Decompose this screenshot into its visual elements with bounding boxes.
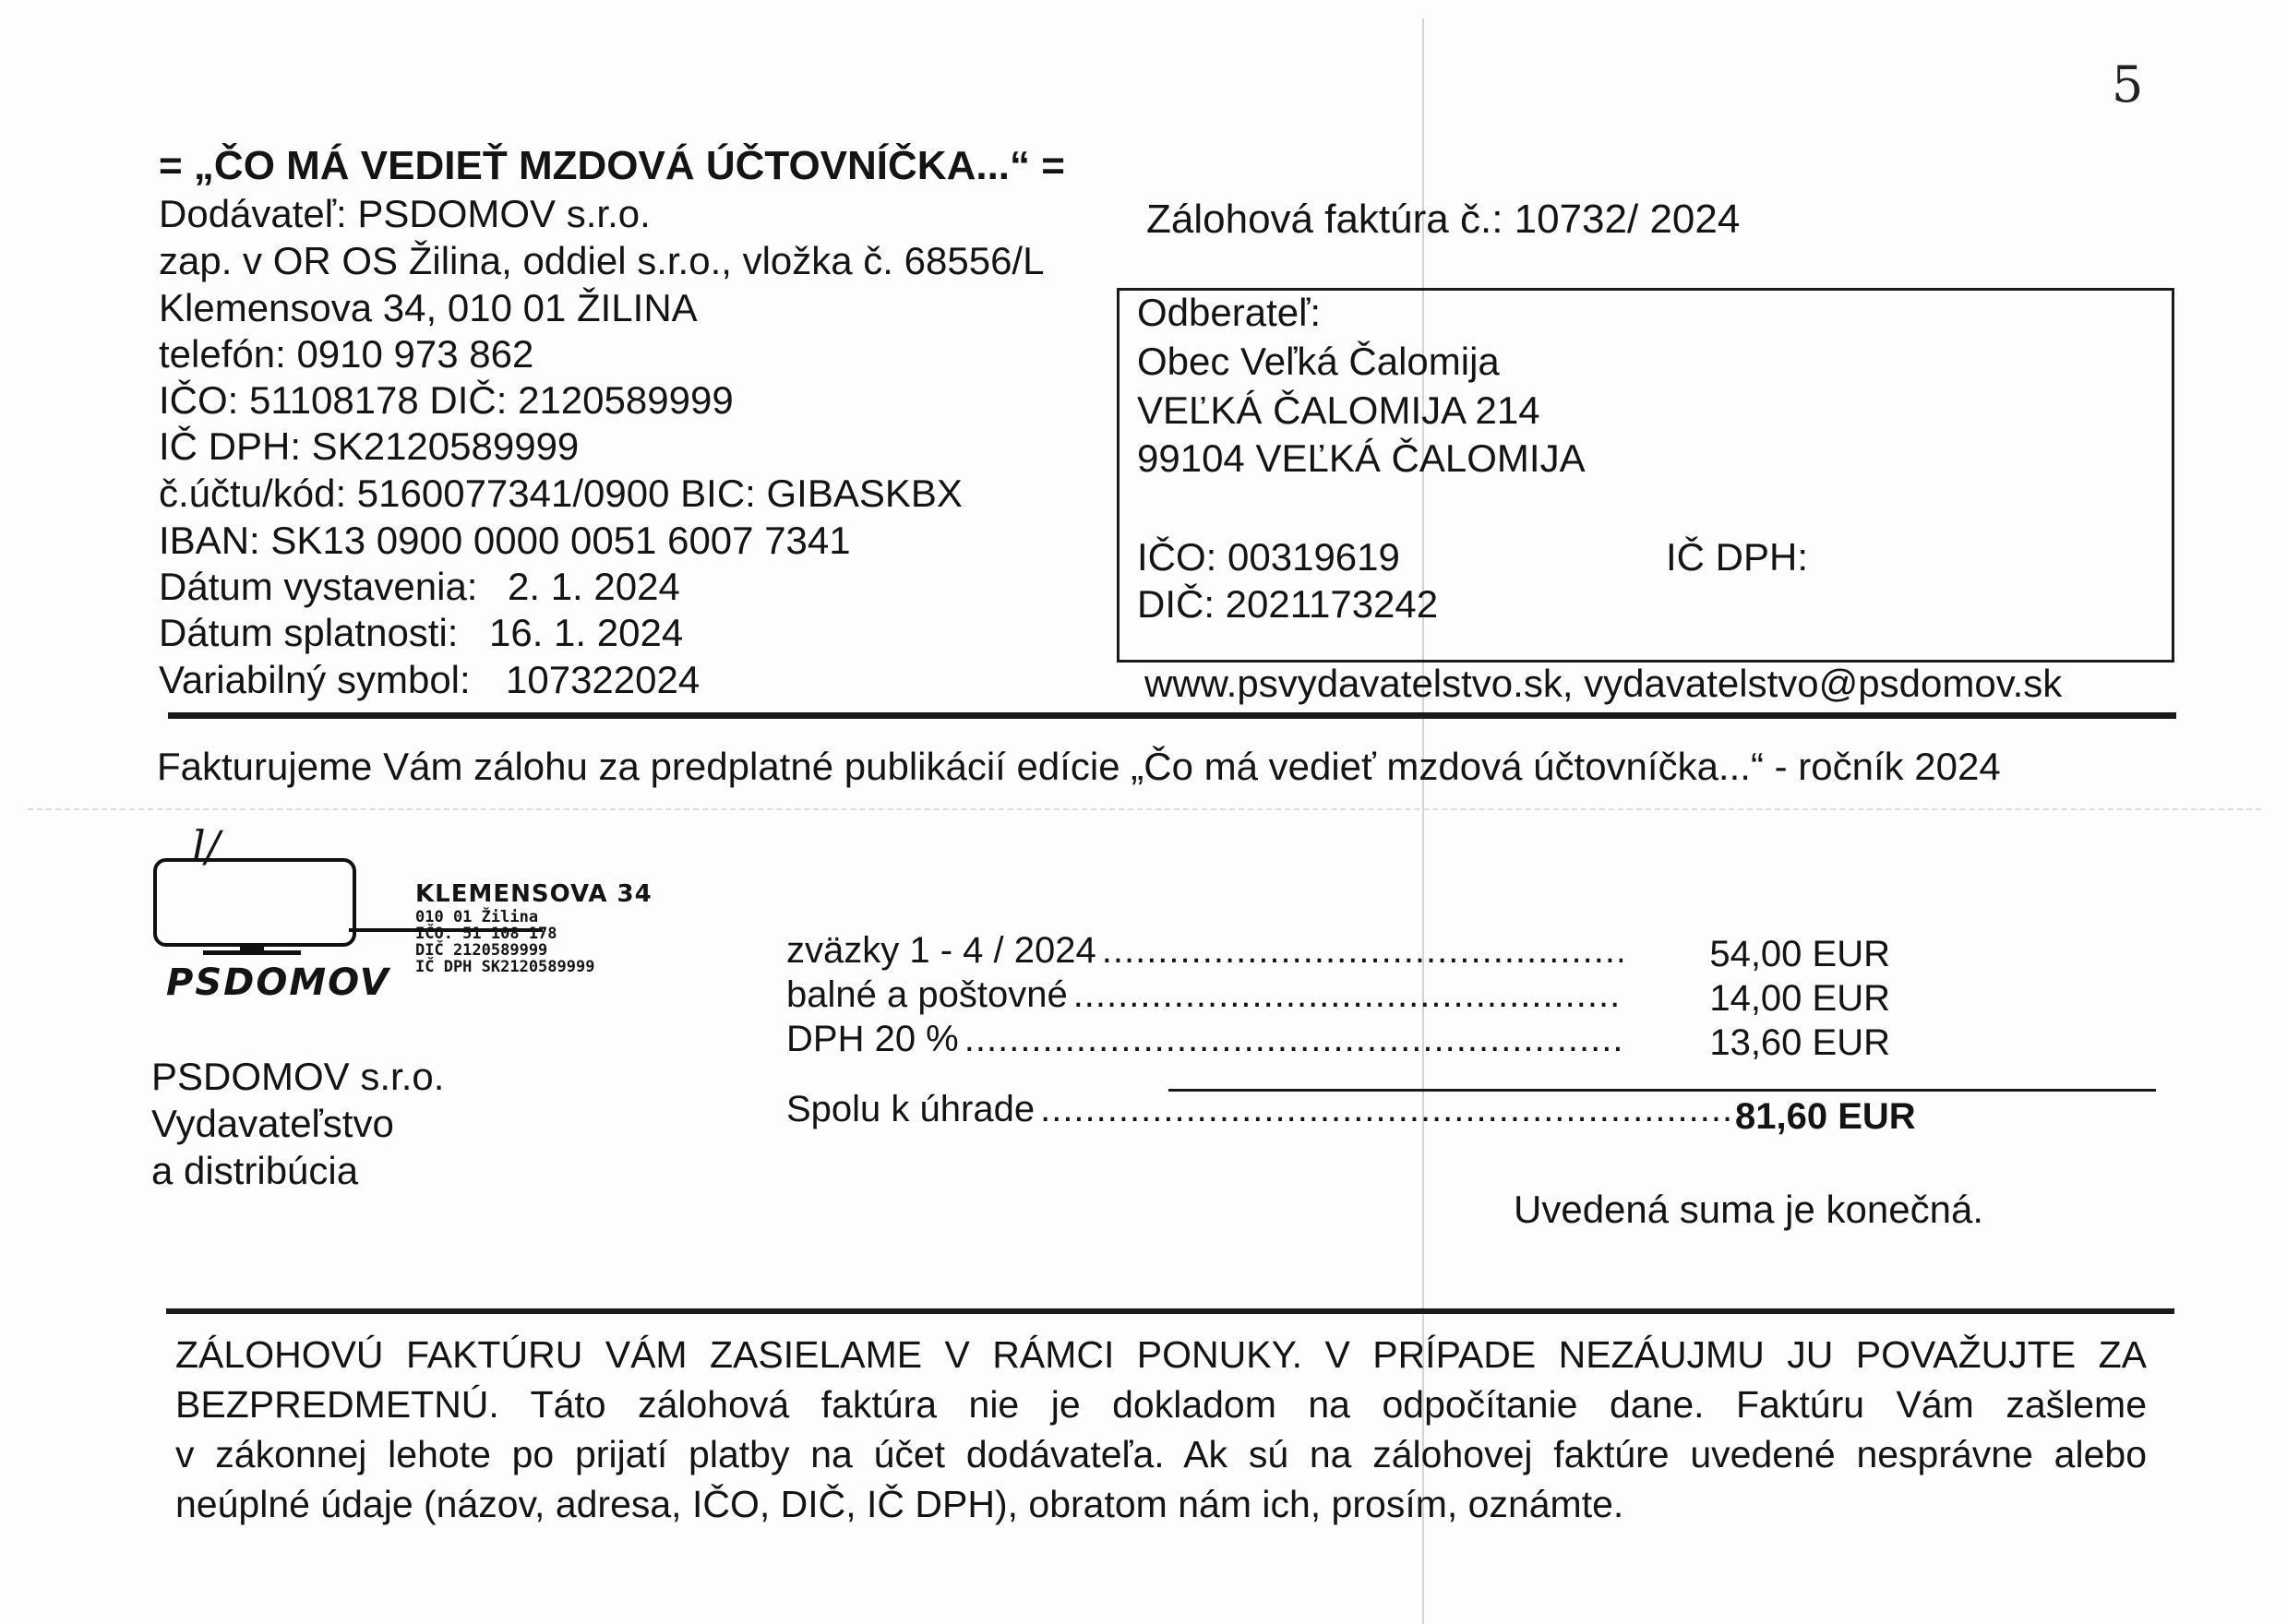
item-row-volumes (786, 932, 1628, 969)
supplier-ico-dic: IČO: 51108178 DIČ: 2120589999 (159, 378, 734, 422)
variable-symbol-value: 107322024 (506, 658, 700, 701)
total-label: Spolu k úhrade (786, 1089, 1036, 1129)
web-and-email: www.psvydavatelstvo.sk, vydavatelstvo@psdomov.sk (1144, 662, 2063, 705)
total-amount: 81,60 EUR (1735, 1096, 1916, 1137)
monitor-stand-icon (240, 943, 264, 950)
issue-date-value: 2. 1. 2024 (508, 565, 680, 608)
fold-line-horizontal (28, 808, 2261, 810)
footer-line-2: BEZPREDMETNÚ. Táto zálohová faktúra nie je dokladom na odpočítanie dane. Faktúru Vám zašleme (175, 1383, 2147, 1426)
customer-dic: DIČ: 2021173242 (1137, 582, 1439, 626)
stamp-icdph: IČ DPH SK2120589999 (415, 958, 595, 976)
variable-symbol-label: Variabilný symbol: (159, 658, 471, 701)
item-amount: 14,00 EUR (1709, 978, 1890, 1019)
customer-street: VEĽKÁ ČALOMIJA 214 (1137, 388, 1540, 432)
item-row-vat (786, 1021, 1628, 1057)
item-amount: 13,60 EUR (1709, 1022, 1890, 1063)
supplier-address: Klemensova 34, 010 01 ŽILINA (159, 286, 698, 329)
stamp-ico: IČO. 51 108 178 (415, 925, 557, 943)
stamp-address: KLEMENSOVA 34 (415, 880, 653, 908)
footer-line-4: neúplné údaje (názov, adresa, IČO, DIČ, IČ DPH), obratom nám ich, prosím, oznámte. (175, 1483, 1624, 1525)
footer-divider (166, 1308, 2174, 1314)
company-name: PSDOMOV s.r.o. (151, 1055, 445, 1098)
footer-line-1: ZÁLOHOVÚ FAKTÚRU VÁM ZASIELAME V RÁMCI PONUKY. V PRÍPADE NEZÁUJMU JU POVAŽUJTE ZA (175, 1333, 2147, 1376)
customer-city: 99104 VEĽKÁ ČALOMIJA (1137, 436, 1586, 480)
due-date-label: Dátum splatnosti: (159, 611, 459, 654)
supplier-iban: IBAN: SK13 0900 0000 0051 6007 7341 (159, 519, 851, 562)
invoice-number: Zálohová faktúra č.: 10732/ 2024 (1146, 197, 1741, 242)
supplier-bank-account: č.účtu/kód: 5160077341/0900 BIC: GIBASKBX (159, 472, 963, 515)
publication-title: = „ČO MÁ VEDIEŤ MZDOVÁ ÚČTOVNÍČKA...“ = (159, 143, 1065, 188)
header-divider (168, 712, 2176, 719)
monitor-icon (153, 858, 356, 947)
footer-line-3: v zákonnej lehote po prijatí platby na účet dodávateľa. Ak sú na zálohovej faktúre uvedené nesprávne alebo (175, 1433, 2147, 1475)
supplier-ic-dph: IČ DPH: SK2120589999 (159, 424, 580, 468)
handwritten-page-number: 5 (2112, 55, 2144, 113)
supplier-name: Dodávateľ: PSDOMOV s.r.o. (159, 192, 651, 235)
item-label: DPH 20 % (786, 1019, 959, 1059)
item-label: balné a poštovné (786, 974, 1068, 1015)
supplier-registration: zap. v OR OS Žilina, oddiel s.r.o., vložka č. 68556/L (159, 239, 1045, 282)
monitor-base-icon (203, 950, 301, 955)
customer-name: Obec Veľká Čalomija (1137, 340, 1500, 383)
total-row (786, 1091, 1737, 1128)
company-activity: a distribúcia (151, 1149, 359, 1192)
stamp-logo: PSDOMOV (166, 961, 390, 1004)
item-row-shipping (786, 976, 1628, 1013)
handwritten-mark: l/ (192, 821, 221, 871)
customer-label: Odberateľ: (1137, 291, 1322, 334)
company-stamp (148, 818, 692, 1011)
customer-ic-dph: IČ DPH: (1666, 535, 1809, 579)
due-date-value: 16. 1. 2024 (489, 611, 684, 654)
supplier-phone: telefón: 0910 973 862 (159, 332, 534, 376)
stamp-dic: DIČ 2120589999 (415, 941, 548, 960)
invoice-subject: Fakturujeme Vám zálohu za predplatné publikácií edície „Čo má vedieť mzdová účtovníčka...“ - ročník 2024 (157, 745, 2001, 788)
item-amount: 54,00 EUR (1709, 934, 1890, 974)
final-amount-note: Uvedená suma je konečná. (1514, 1188, 1983, 1231)
issue-date-label: Dátum vystavenia: (159, 565, 478, 608)
company-type: Vydavateľstvo (151, 1102, 394, 1145)
customer-ico: IČO: 00319619 (1137, 535, 1400, 579)
item-label: zväzky 1 - 4 / 2024 (786, 930, 1096, 971)
stamp-city: 010 01 Žilina (415, 908, 539, 926)
